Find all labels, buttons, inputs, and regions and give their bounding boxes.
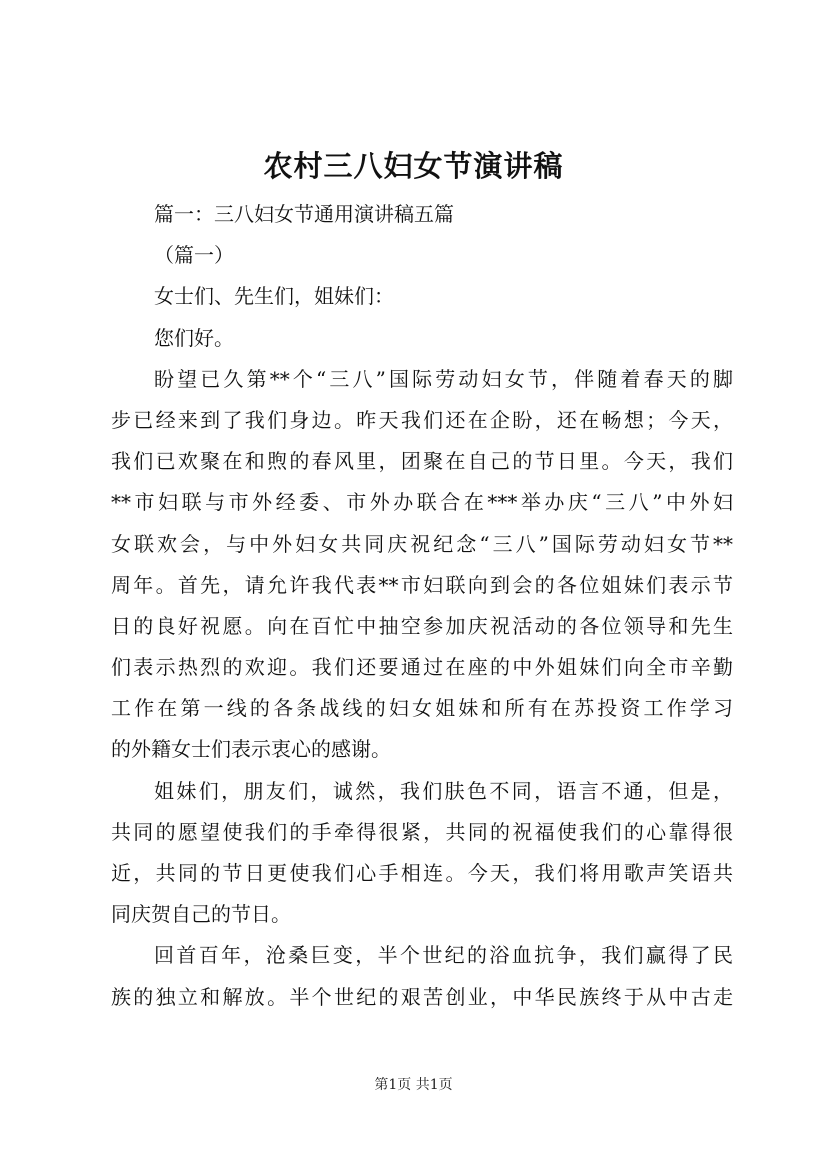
paragraph-line: 共同的愿望使我们的手牵得很紧，共同的祝福使我们的心靠得很 <box>111 819 733 844</box>
paragraph-line: 近，共同的节日更使我们心手相连。今天，我们将用歌声笑语共 <box>111 861 733 885</box>
paragraph-line: 盼望已久第**个“三八”国际劳动妇女节，伴随着春天的脚 <box>154 366 733 391</box>
document-title: 农村三八妇女节演讲稿 <box>263 149 564 183</box>
paragraph-line: 周年。首先，请允许我代表**市妇联向到会的各位姐妹们表示节 <box>111 572 733 597</box>
paragraph-line: 回首百年，沧桑巨变，半个世纪的浴血抗争，我们赢得了民 <box>154 943 733 968</box>
paragraph-line: 女联欢会，与中外妇女共同庆祝纪念“三八”国际劳动妇女节** <box>111 531 733 556</box>
document-body <box>111 194 733 1018</box>
paragraph-line: 们表示热烈的欢迎。我们还要通过在座的中外姐妹们向全市辛勤 <box>111 655 733 680</box>
paragraph-line: 族的独立和解放。半个世纪的艰苦创业，中华民族终于从中古走 <box>111 984 733 1009</box>
section-heading: 篇一：三八妇女节通用演讲稿五篇 <box>154 202 454 226</box>
subsection-label: （篇一） <box>154 243 234 268</box>
paragraph-line: 同庆贺自己的节日。 <box>111 902 291 927</box>
paragraph-line: **市妇联与市外经委、市外办联合在***举办庆“三八”中外妇 <box>111 490 733 515</box>
paragraph-line: 我们已欢聚在和煦的春风里，团聚在自己的节日里。今天，我们 <box>111 449 733 474</box>
paragraph-line: 姐妹们，朋友们，诚然，我们肤色不同，语言不通，但是， <box>154 778 733 803</box>
page-number-footer: 第1页 共1页 <box>374 1077 453 1093</box>
paragraph-line: 的外籍女士们表示衷心的感谢。 <box>111 737 391 762</box>
paragraph-line: 步已经来到了我们身边。昨天我们还在企盼，还在畅想；今天， <box>111 407 733 432</box>
paragraph-line: 工作在第一线的各条战线的妇女姐妹和所有在苏投资工作学习 <box>111 696 733 721</box>
salutation: 女士们、先生们，姐妹们： <box>154 284 394 309</box>
paragraph-line: 日的良好祝愿。向在百忙中抽空参加庆祝活动的各位领导和先生 <box>111 613 733 638</box>
greeting: 您们好。 <box>154 325 234 350</box>
